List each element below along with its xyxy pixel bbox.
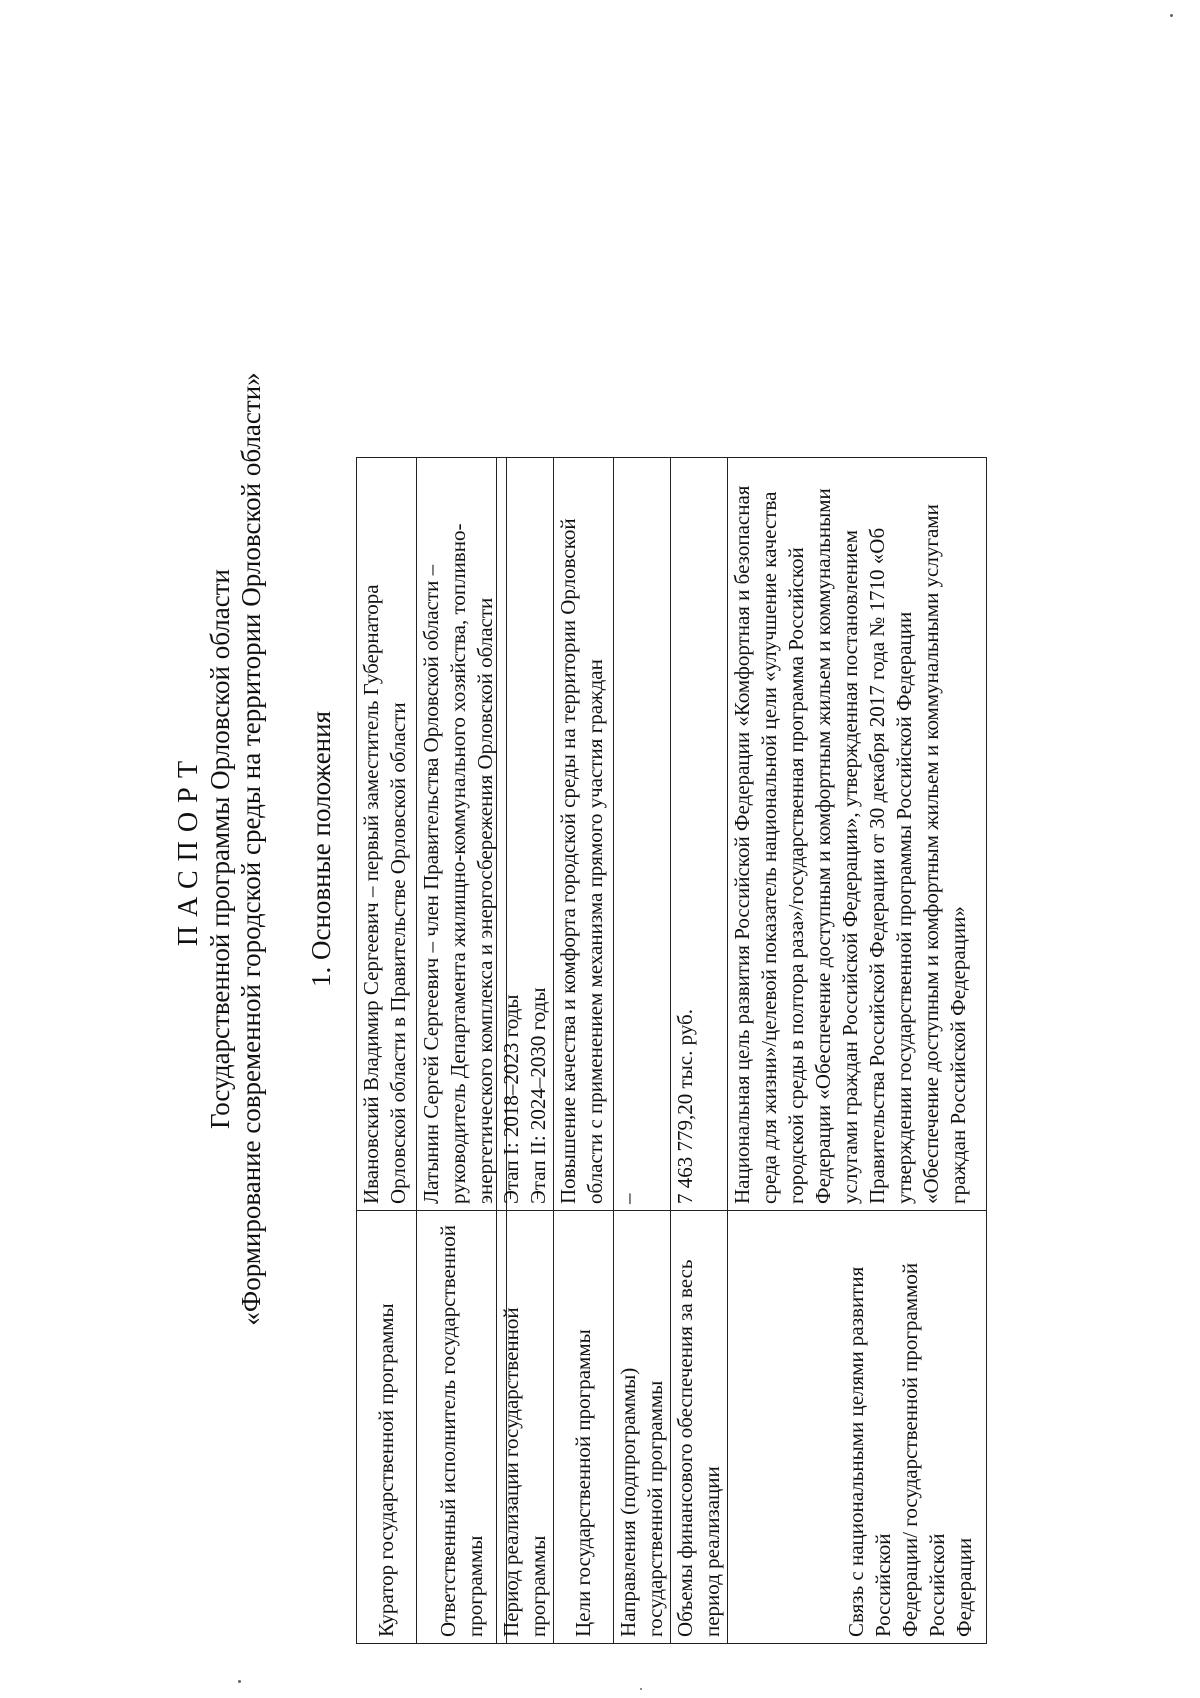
table-row xyxy=(671,458,728,1644)
value-line: области с применением механизма прямого участия граждан xyxy=(583,659,607,1204)
row-label: Цели государственной программы xyxy=(554,1211,614,1644)
value-line: среда для жизни»/целевой показатель национальной цели «улучшение качества xyxy=(757,491,781,1204)
section-title: 1. Основные положения xyxy=(306,711,336,987)
responsibility-table xyxy=(356,457,507,1644)
value-line: граждан Российской Федерации» xyxy=(946,906,970,1204)
table-row xyxy=(417,458,507,1644)
row-label: Направления (подпрограммы) государственной программы xyxy=(614,1211,671,1644)
value-line: Правительства Российской Федерации от 30 декабря 2017 года № 1710 «Об xyxy=(865,527,889,1204)
row-value xyxy=(554,458,614,1211)
row-value xyxy=(357,458,417,1211)
value-line: Латынин Сергей Сергеевич – член Правительства Орловской области – xyxy=(419,564,443,1204)
table-row xyxy=(497,458,554,1644)
value-line: – xyxy=(616,1193,640,1204)
row-label: Куратор государственной программы xyxy=(357,1211,417,1644)
table-row xyxy=(728,458,987,1644)
value-line: руководитель Департамента жилищно-коммунального хозяйства, топливно- xyxy=(446,523,470,1204)
value-line: Этап I: 2018–2023 годы xyxy=(499,994,523,1204)
value-line: утверждении государственной программы Российской Федерации xyxy=(892,611,916,1204)
label-line: Федерации/ государственной программой Российской xyxy=(898,1262,949,1637)
row-label: Период реализации государственной программы xyxy=(497,1211,554,1644)
value-line: городской среды в полтора раза»/государственная программа Российской xyxy=(784,547,808,1204)
row-label: Ответственный исполнитель государственной программы xyxy=(417,1211,507,1644)
value-line: 7 463 779,20 тыс. руб. xyxy=(673,1009,697,1204)
row-value xyxy=(671,458,728,1211)
value-line: Ивановский Владимир Сергеевич – первый заместитель Губернатора xyxy=(359,584,383,1204)
value-line: услугами граждан Российской Федерации», утвержденная постановлением xyxy=(838,530,862,1204)
value-line: Орловской области в Правительстве Орловской области xyxy=(386,702,410,1204)
row-label: Объемы финансового обеспечения за весь период реализации xyxy=(671,1211,728,1644)
row-value xyxy=(497,458,554,1211)
value-line: Национальная цель развития Российской Федерации «Комфортная и безопасная xyxy=(730,485,754,1204)
value-line: Повышение качества и комфорта городской среды на территории Орловской xyxy=(556,518,580,1204)
label-line: Связь с национальными целями развития Российской xyxy=(844,1266,895,1637)
row-value xyxy=(728,458,987,1211)
value-line: Федерации «Обеспечение доступным и комфортным жильем и коммунальными xyxy=(811,488,835,1204)
row-label xyxy=(728,1211,987,1644)
value-line: энергетического комплекса и энергосбережения Орловской области xyxy=(473,597,497,1204)
value-line: «Обеспечение доступным и комфортным жильем и коммунальными услугами xyxy=(919,504,943,1204)
row-value xyxy=(614,458,671,1211)
table-row xyxy=(614,458,671,1644)
document-subtitle: Государственной программы Орловской области xyxy=(205,569,235,1129)
value-line: Этап II: 2024–2030 годы xyxy=(526,987,550,1204)
program-details-table xyxy=(496,457,987,1644)
label-line: Федерации xyxy=(952,1537,976,1637)
table-row xyxy=(554,458,614,1644)
table-row xyxy=(357,458,417,1644)
program-name: «Формирование современной городской среды на территории Орловской области» xyxy=(236,372,266,1326)
row-value xyxy=(417,458,507,1211)
document-title: ПАСПОРТ xyxy=(173,751,204,947)
